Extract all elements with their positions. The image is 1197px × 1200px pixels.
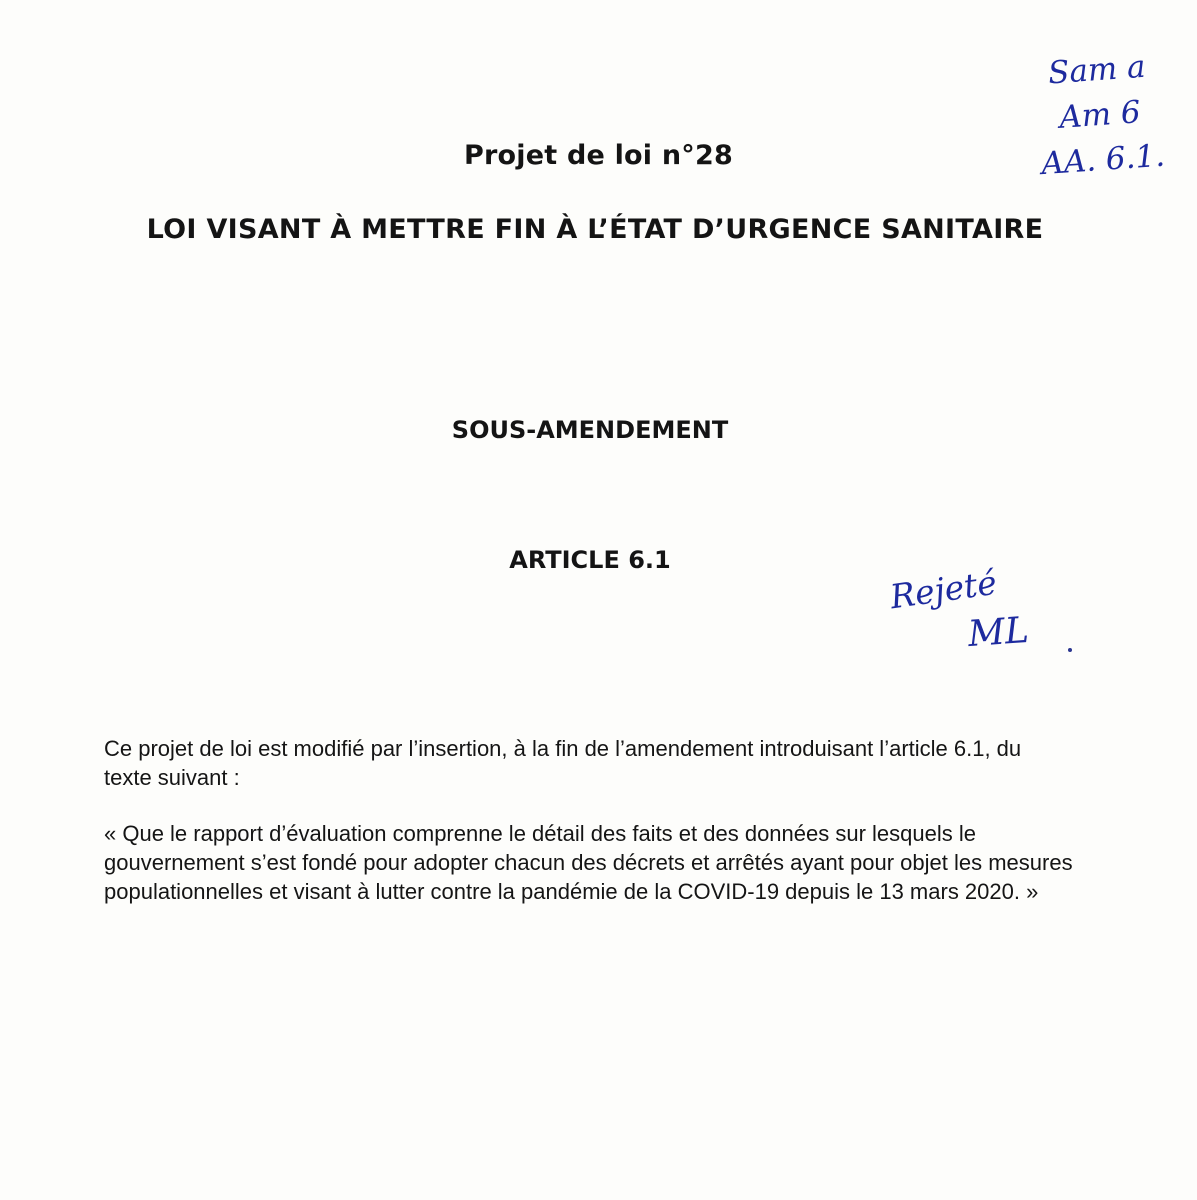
- intro-paragraph: Ce projet de loi est modifié par l’insertion, à la fin de l’amendement introduisant l’article 6.1, du texte suivant :: [104, 736, 1022, 790]
- handwritten-reference-line: Am 6: [1058, 94, 1142, 136]
- ink-dot: [1068, 648, 1072, 652]
- bill-title-heading: LOI VISANT À METTRE FIN À L’ÉTAT D’URGENCE SANITAIRE: [146, 214, 1044, 245]
- article-heading: ARTICLE 6.1: [509, 546, 671, 574]
- bill-number-heading: Projet de loi n°28: [464, 140, 733, 171]
- handwritten-reference-note: [1025, 43, 1174, 187]
- handwritten-status-note: Rejeté: [887, 562, 1000, 617]
- handwritten-reference-line: Sam a: [1046, 48, 1147, 92]
- handwritten-initials: ML: [966, 609, 1031, 656]
- document-type-heading: SOUS-AMENDEMENT: [451, 416, 729, 444]
- quoted-text-paragraph: « Que le rapport d’évaluation comprenne le détail des faits et des données sur lesquels le gouvernement s’est fondé pour adopter chacun des décrets et arrêtés ayant pour objet les mesures populationnelles et visant à lutter contre la pandémie de la COVID-19 depuis le 13 mars 2020. »: [104, 821, 1073, 904]
- handwritten-reference-line: AA. 6.1.: [1040, 137, 1167, 183]
